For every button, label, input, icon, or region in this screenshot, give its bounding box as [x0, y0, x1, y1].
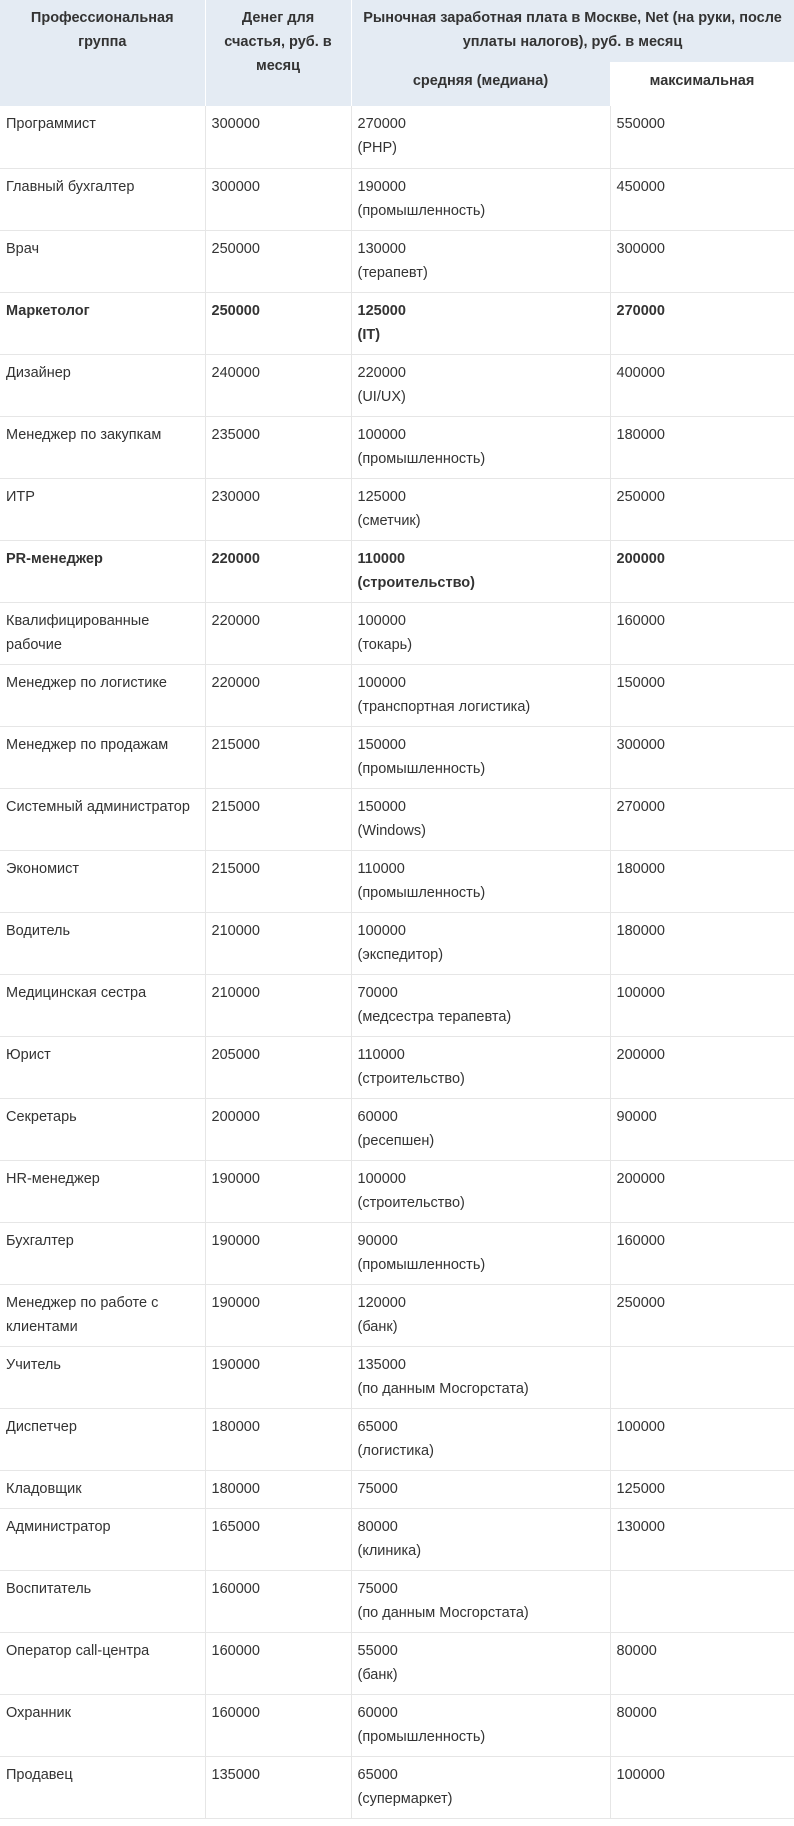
- median-value: 60000: [357, 1108, 398, 1125]
- cell-max: 200000: [610, 1160, 794, 1222]
- cell-median: [351, 354, 610, 416]
- cell-median: [351, 1284, 610, 1346]
- table-row: [0, 230, 794, 292]
- cell-profession: Юрист: [0, 1036, 205, 1098]
- cell-max: 180000: [610, 416, 794, 478]
- cell-median: [351, 478, 610, 540]
- cell-happiness-amount: 180000: [205, 1408, 351, 1470]
- cell-max: 270000: [610, 292, 794, 354]
- cell-happiness-amount: 215000: [205, 850, 351, 912]
- cell-profession: Кладовщик: [0, 1470, 205, 1508]
- median-value: 130000: [357, 240, 406, 257]
- cell-profession: Учитель: [0, 1346, 205, 1408]
- cell-median: [351, 168, 610, 230]
- median-note: (по данным Мосгорстата): [357, 1380, 529, 1397]
- table-row: [0, 1036, 794, 1098]
- cell-happiness-amount: 190000: [205, 1284, 351, 1346]
- table-row: [0, 1284, 794, 1346]
- cell-profession: Медицинская сестра: [0, 974, 205, 1036]
- cell-max: 180000: [610, 912, 794, 974]
- cell-happiness-amount: 165000: [205, 1508, 351, 1570]
- cell-max: 100000: [610, 1408, 794, 1470]
- cell-max: 450000: [610, 168, 794, 230]
- cell-profession: PR-менеджер: [0, 540, 205, 602]
- cell-median: [351, 602, 610, 664]
- cell-profession: Водитель: [0, 912, 205, 974]
- median-note: (супермаркет): [357, 1790, 453, 1807]
- median-note: (промышленность): [357, 760, 486, 777]
- cell-happiness-amount: 235000: [205, 416, 351, 478]
- cell-max: 100000: [610, 974, 794, 1036]
- cell-happiness-amount: 210000: [205, 912, 351, 974]
- table-row: [0, 416, 794, 478]
- median-value: 150000: [357, 798, 406, 815]
- cell-profession: Охранник: [0, 1694, 205, 1756]
- cell-happiness-amount: 160000: [205, 1570, 351, 1632]
- median-note: (транспортная логистика): [357, 698, 531, 715]
- median-note: (банк): [357, 1666, 398, 1683]
- cell-profession: Воспитатель: [0, 1570, 205, 1632]
- table-row: [0, 1470, 794, 1508]
- cell-profession: Секретарь: [0, 1098, 205, 1160]
- median-note: (терапевт): [357, 264, 428, 281]
- cell-max: 160000: [610, 602, 794, 664]
- table-row: [0, 664, 794, 726]
- cell-happiness-amount: 215000: [205, 788, 351, 850]
- median-value: 110000: [357, 1046, 405, 1063]
- table-row: [0, 912, 794, 974]
- cell-max: 300000: [610, 726, 794, 788]
- cell-profession: Маркетолог: [0, 292, 205, 354]
- cell-happiness-amount: 230000: [205, 478, 351, 540]
- median-value: 100000: [357, 922, 406, 939]
- median-value: 100000: [357, 426, 406, 443]
- cell-max: [610, 1570, 794, 1632]
- median-note: (строительство): [357, 574, 475, 591]
- median-value: 270000: [357, 116, 406, 132]
- table-row: [0, 1694, 794, 1756]
- median-note: (медсестра терапевта): [357, 1008, 512, 1025]
- header-max: максимальная: [610, 62, 794, 106]
- table-row: [0, 540, 794, 602]
- cell-happiness-amount: 200000: [205, 1098, 351, 1160]
- cell-max: 250000: [610, 1284, 794, 1346]
- median-note: (ресепшен): [357, 1132, 435, 1149]
- median-note: (промышленность): [357, 450, 486, 467]
- median-note: (сметчик): [357, 512, 421, 529]
- table-row: [0, 974, 794, 1036]
- median-note: (клиника): [357, 1542, 422, 1559]
- cell-profession: ИТР: [0, 478, 205, 540]
- table-row: [0, 788, 794, 850]
- cell-max: 250000: [610, 478, 794, 540]
- cell-median: [351, 1036, 610, 1098]
- cell-profession: Врач: [0, 230, 205, 292]
- cell-median: [351, 230, 610, 292]
- median-value: 125000: [357, 302, 406, 319]
- cell-profession: Экономист: [0, 850, 205, 912]
- cell-happiness-amount: 190000: [205, 1160, 351, 1222]
- cell-median: [351, 912, 610, 974]
- table-row: [0, 1222, 794, 1284]
- median-note: (PHP): [357, 140, 397, 156]
- median-note: (экспедитор): [357, 946, 444, 963]
- cell-profession: Менеджер по продажам: [0, 726, 205, 788]
- median-note: (промышленность): [357, 884, 486, 901]
- cell-median: [351, 416, 610, 478]
- table-row: [0, 168, 794, 230]
- cell-happiness-amount: 220000: [205, 664, 351, 726]
- median-value: 135000: [357, 1356, 406, 1373]
- cell-max: 80000: [610, 1694, 794, 1756]
- cell-happiness-amount: 220000: [205, 540, 351, 602]
- table-row: [0, 1632, 794, 1694]
- cell-profession: Оператор call-центра: [0, 1632, 205, 1694]
- median-value: 75000: [357, 1480, 398, 1497]
- cell-profession: Диспетчер: [0, 1408, 205, 1470]
- cell-median: [351, 1508, 610, 1570]
- median-value: 100000: [357, 674, 406, 691]
- cell-happiness-amount: 250000: [205, 230, 351, 292]
- cell-profession: Продавец: [0, 1756, 205, 1818]
- cell-max: 130000: [610, 1508, 794, 1570]
- cell-happiness-amount: 160000: [205, 1632, 351, 1694]
- table-row: [0, 1508, 794, 1570]
- table-row: [0, 850, 794, 912]
- cell-happiness-amount: 250000: [205, 292, 351, 354]
- cell-profession: Бухгалтер: [0, 1222, 205, 1284]
- median-note: (по данным Мосгорстата): [357, 1604, 529, 1621]
- cell-max: [610, 1346, 794, 1408]
- cell-happiness-amount: 300000: [205, 106, 351, 168]
- cell-happiness-amount: 205000: [205, 1036, 351, 1098]
- median-note: (Windows): [357, 822, 426, 839]
- cell-happiness-amount: 135000: [205, 1756, 351, 1818]
- cell-median: [351, 1694, 610, 1756]
- cell-median: [351, 1408, 610, 1470]
- header-market-salary: Рыночная заработная плата в Москве, Net (на руки, после уплаты налогов), руб. в месяц: [351, 0, 794, 62]
- table-header: [0, 0, 794, 106]
- cell-profession: Администратор: [0, 1508, 205, 1570]
- cell-median: [351, 1346, 610, 1408]
- cell-median: [351, 726, 610, 788]
- cell-median: [351, 788, 610, 850]
- median-note: (строительство): [357, 1194, 465, 1211]
- median-value: 65000: [357, 1418, 398, 1435]
- median-value: 60000: [357, 1704, 398, 1721]
- median-note: (логистика): [357, 1442, 434, 1459]
- table-row: [0, 292, 794, 354]
- cell-happiness-amount: 220000: [205, 602, 351, 664]
- median-note: (UI/UX): [357, 388, 406, 405]
- cell-max: 300000: [610, 230, 794, 292]
- cell-happiness-amount: 180000: [205, 1470, 351, 1508]
- cell-max: 125000: [610, 1470, 794, 1508]
- header-happiness: Денег для счастья, руб. в месяц: [205, 0, 351, 106]
- cell-median: [351, 850, 610, 912]
- cell-happiness-amount: 240000: [205, 354, 351, 416]
- median-note: (строительство): [357, 1070, 465, 1087]
- median-value: 70000: [357, 984, 398, 1001]
- table-row: [0, 1408, 794, 1470]
- table-row: [0, 1346, 794, 1408]
- cell-profession: Главный бухгалтер: [0, 168, 205, 230]
- table-row: [0, 1098, 794, 1160]
- median-value: 120000: [357, 1294, 406, 1311]
- cell-max: 90000: [610, 1098, 794, 1160]
- cell-max: 200000: [610, 1036, 794, 1098]
- header-median: средняя (медиана): [351, 62, 610, 106]
- median-value: 110000: [357, 550, 406, 567]
- table-row: [0, 478, 794, 540]
- cell-median: [351, 540, 610, 602]
- median-value: 125000: [357, 488, 406, 505]
- cell-profession: Менеджер по работе с клиентами: [0, 1284, 205, 1346]
- median-note: (IT): [357, 326, 381, 343]
- median-note: (токарь): [357, 636, 413, 653]
- cell-median: [351, 1222, 610, 1284]
- cell-max: 150000: [610, 664, 794, 726]
- cell-max: 400000: [610, 354, 794, 416]
- cell-median: [351, 1098, 610, 1160]
- median-value: 220000: [357, 364, 406, 381]
- cell-profession: Дизайнер: [0, 354, 205, 416]
- cell-profession: Менеджер по закупкам: [0, 416, 205, 478]
- cell-happiness-amount: 210000: [205, 974, 351, 1036]
- cell-median: [351, 1570, 610, 1632]
- cell-max: 80000: [610, 1632, 794, 1694]
- median-note: (промышленность): [357, 1256, 486, 1273]
- median-value: 65000: [357, 1766, 398, 1783]
- cell-median: [351, 1470, 610, 1508]
- cell-happiness-amount: 160000: [205, 1694, 351, 1756]
- median-note: (промышленность): [357, 202, 486, 219]
- cell-happiness-amount: 190000: [205, 1222, 351, 1284]
- cell-profession: HR-менеджер: [0, 1160, 205, 1222]
- cell-profession: Квалифицированные рабочие: [0, 602, 205, 664]
- median-value: 90000: [357, 1232, 398, 1249]
- table-row: [0, 726, 794, 788]
- cell-median: [351, 292, 610, 354]
- median-value: 150000: [357, 736, 406, 753]
- median-note: (промышленность): [357, 1728, 486, 1745]
- table-row: [0, 1160, 794, 1222]
- median-value: 190000: [357, 178, 406, 195]
- cell-median: [351, 106, 610, 168]
- header-profession: Профессиональная группа: [0, 0, 205, 106]
- cell-median: [351, 1632, 610, 1694]
- cell-max: 100000: [610, 1756, 794, 1818]
- median-value: 110000: [357, 860, 405, 877]
- cell-median: [351, 664, 610, 726]
- median-value: 100000: [357, 612, 406, 629]
- cell-median: [351, 1756, 610, 1818]
- median-value: 55000: [357, 1642, 398, 1659]
- cell-max: 270000: [610, 788, 794, 850]
- cell-happiness-amount: 215000: [205, 726, 351, 788]
- cell-profession: Программист: [0, 106, 205, 168]
- cell-happiness-amount: 190000: [205, 1346, 351, 1408]
- table-body: [0, 106, 794, 1818]
- median-value: 100000: [357, 1170, 406, 1187]
- cell-profession: Системный администратор: [0, 788, 205, 850]
- cell-median: [351, 974, 610, 1036]
- cell-max: 200000: [610, 540, 794, 602]
- table-row: [0, 106, 794, 168]
- median-value: 75000: [357, 1580, 398, 1597]
- table-row: [0, 1570, 794, 1632]
- cell-max: 180000: [610, 850, 794, 912]
- cell-max: 550000: [610, 106, 794, 168]
- cell-profession: Менеджер по логистике: [0, 664, 205, 726]
- median-value: 80000: [357, 1518, 398, 1535]
- cell-happiness-amount: 300000: [205, 168, 351, 230]
- table-row: [0, 602, 794, 664]
- cell-max: 160000: [610, 1222, 794, 1284]
- table-row: [0, 1756, 794, 1818]
- cell-median: [351, 1160, 610, 1222]
- median-note: (банк): [357, 1318, 398, 1335]
- table-row: [0, 354, 794, 416]
